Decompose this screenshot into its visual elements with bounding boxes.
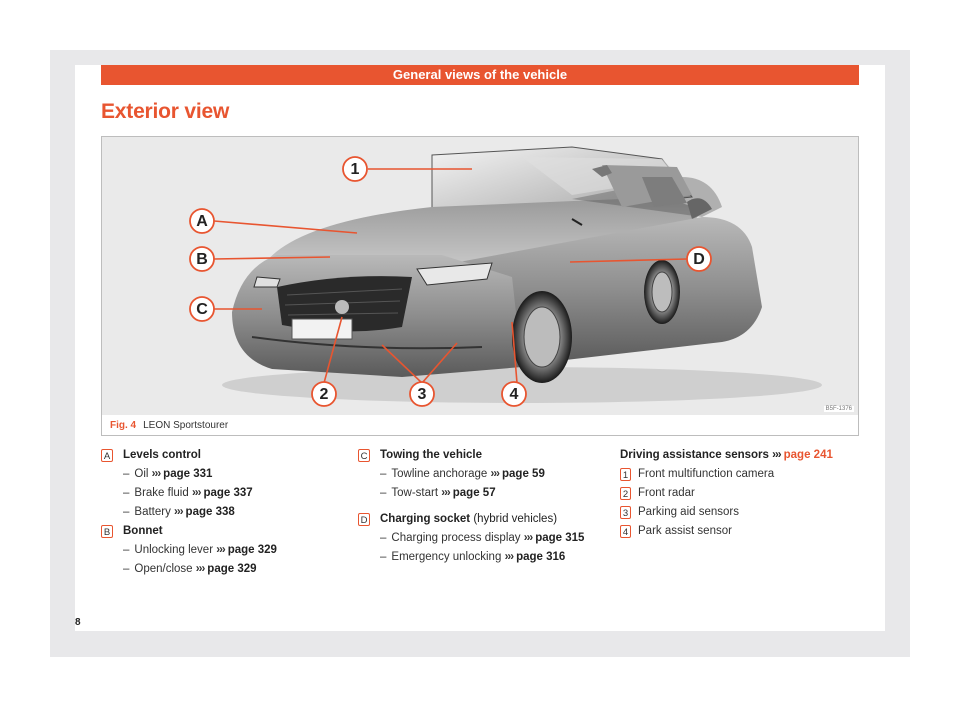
list-item: – Towline anchorage ››› page 59: [380, 468, 545, 480]
entry-levels-control: [101, 446, 341, 465]
page-reference-link[interactable]: page 315: [535, 532, 585, 544]
page-reference-link[interactable]: page 59: [502, 468, 545, 480]
ref-arrow-icon: ›››: [151, 468, 161, 480]
svg-text:1: 1: [350, 161, 360, 178]
page-reference-link[interactable]: page 329: [207, 563, 257, 575]
entry-bonnet: [101, 522, 341, 541]
ref-arrow-icon: ›››: [504, 551, 514, 563]
legend-column-2: [358, 446, 598, 567]
legend-column-3: [620, 446, 860, 541]
page-reference-link[interactable]: page 331: [163, 468, 213, 480]
svg-text:4: 4: [509, 386, 519, 403]
legend-column-1: [101, 446, 341, 579]
page-reference-link[interactable]: page 241: [783, 449, 833, 461]
page-number: 8: [75, 617, 81, 628]
entry-title: Bonnet: [123, 525, 163, 537]
badge-2: 2: [620, 487, 631, 500]
list-item: – Open/close ››› page 329: [123, 563, 257, 575]
figure-caption: [110, 420, 228, 431]
badge-A: A: [101, 449, 113, 462]
list-item: – Tow-start ››› page 57: [380, 487, 496, 499]
chapter-header: General views of the vehicle: [101, 65, 859, 85]
list-item: – Battery ››› page 338: [123, 506, 235, 518]
entry-title: Charging socket: [380, 513, 471, 525]
page-reference-link[interactable]: page 316: [516, 551, 566, 563]
entry-title: Driving assistance sensors: [620, 449, 769, 461]
entry-title: Levels control: [123, 449, 201, 461]
vehicle-figure: [101, 136, 859, 436]
svg-text:C: C: [196, 301, 208, 318]
callout-3: [410, 382, 434, 406]
vehicle-photo: [102, 137, 858, 415]
svg-text:D: D: [693, 251, 705, 268]
entry-title-note: (hybrid vehicles): [473, 513, 558, 525]
figure-number: Fig. 4: [110, 420, 137, 431]
entry-towing: [358, 446, 598, 465]
list-item: – Charging process display ››› page 315: [380, 532, 585, 544]
badge-4: 4: [620, 525, 631, 538]
list-item: 2 Front radar: [620, 484, 860, 503]
list-item: – Oil ››› page 331: [123, 468, 213, 480]
badge-B: B: [101, 525, 113, 538]
list-item: – Emergency unlocking ››› page 316: [380, 551, 566, 563]
ref-arrow-icon: ›››: [441, 487, 450, 499]
ref-arrow-icon: ›››: [191, 487, 201, 499]
ref-arrow-icon: ›››: [490, 468, 500, 480]
callout-A: [190, 209, 214, 233]
section-title: Exterior view: [101, 100, 230, 123]
badge-1: 1: [620, 468, 631, 481]
entry-title: Towing the vehicle: [380, 449, 483, 461]
image-ref-code: B5F-1376: [825, 406, 852, 412]
callout-D: [687, 247, 711, 271]
figure-caption-text: LEON Sportstourer: [143, 420, 229, 431]
list-item: – Unlocking lever ››› page 329: [123, 544, 277, 556]
ref-arrow-icon: ›››: [216, 544, 225, 556]
list-item: 4 Park assist sensor: [620, 522, 860, 541]
svg-text:B: B: [196, 251, 208, 268]
callout-C: [190, 297, 214, 321]
callout-1: [343, 157, 367, 181]
callout-4: [502, 382, 526, 406]
ref-arrow-icon: ›››: [174, 506, 183, 518]
ref-arrow-icon: ›››: [523, 532, 533, 544]
ref-arrow-icon: ›››: [772, 449, 781, 461]
page-reference-link[interactable]: page 338: [185, 506, 235, 518]
svg-text:2: 2: [319, 386, 329, 403]
car-illustration: [102, 137, 858, 415]
list-item: 3 Parking aid sensors: [620, 503, 860, 522]
list-item: – Brake fluid ››› page 337: [123, 487, 253, 499]
entry-charging-socket: [358, 510, 598, 529]
svg-text:3: 3: [417, 386, 427, 403]
badge-D: D: [358, 513, 370, 526]
callout-2: [312, 382, 336, 406]
page-reference-link[interactable]: page 337: [203, 487, 253, 499]
svg-text:A: A: [196, 213, 208, 230]
entry-driving-assistance-sensors: [620, 446, 860, 465]
page-reference-link[interactable]: page 57: [452, 487, 496, 499]
page-reference-link[interactable]: page 329: [227, 544, 277, 556]
callout-B: [190, 247, 214, 271]
badge-3: 3: [620, 506, 631, 519]
list-item: 1 Front multifunction camera: [620, 465, 860, 484]
ref-arrow-icon: ›››: [195, 563, 205, 575]
badge-C: C: [358, 449, 370, 462]
